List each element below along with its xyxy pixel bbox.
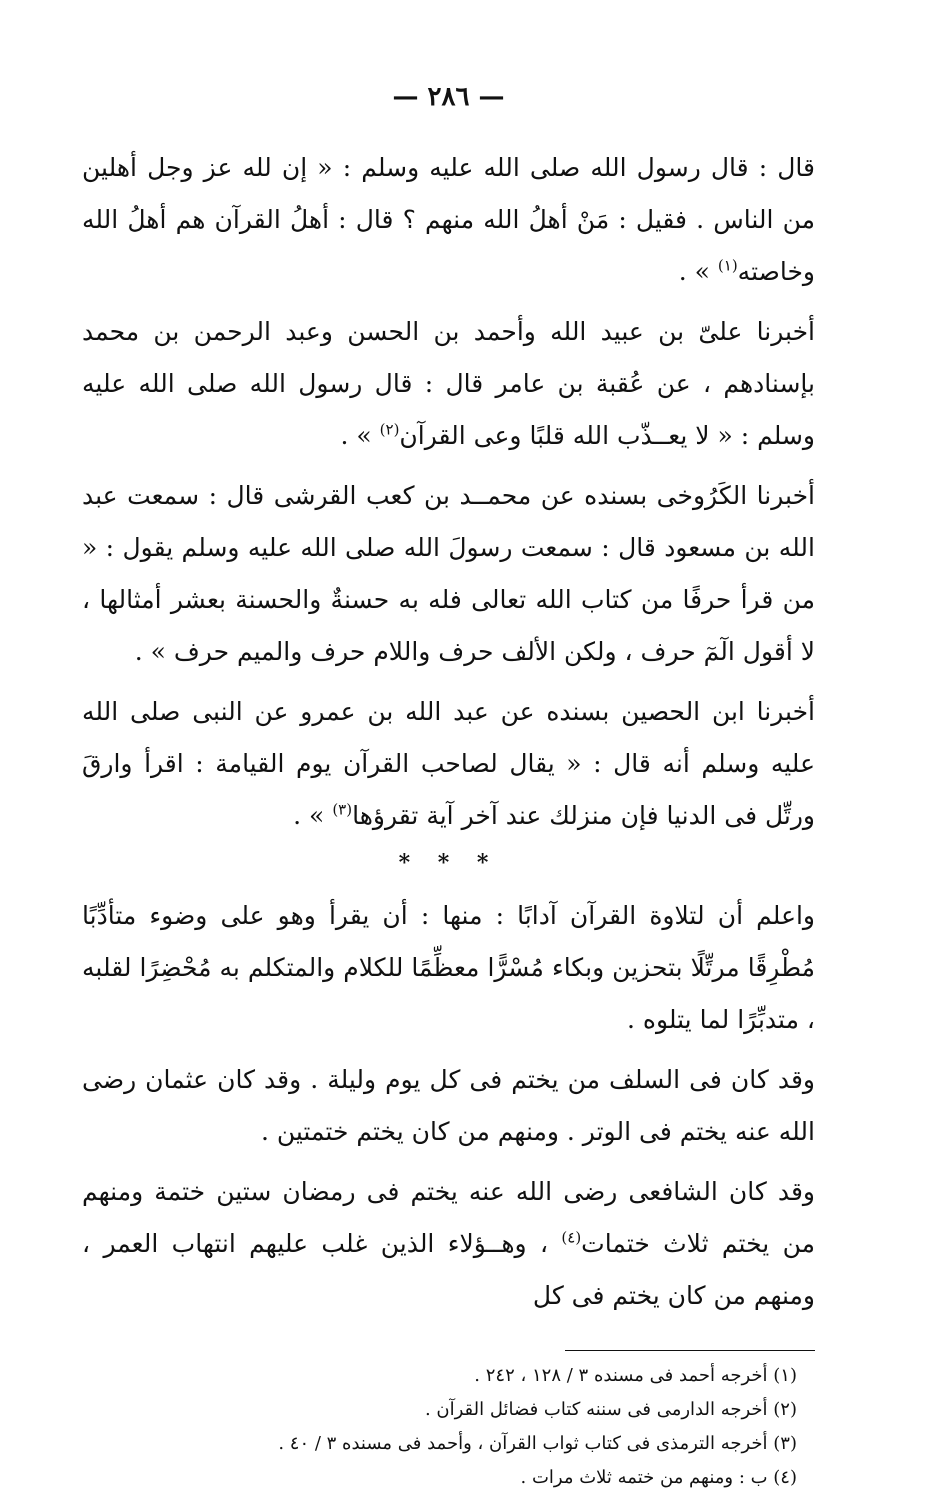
section-separator: * * * bbox=[398, 850, 499, 876]
footnote-ref-3: (٣) bbox=[332, 800, 353, 819]
footnote-ref-4: (٤) bbox=[561, 1228, 582, 1247]
paragraph-6: وقد كان فى السلف من يختم فى كل يوم وليلة . وقد كان عثمان رضى الله عنه يختم فى الوتر . ومنهم من كان يختم ختمتين . bbox=[82, 1065, 815, 1146]
footnote-2: (٢) أخرجه الدارمى فى سننه كتاب فضائل القرآن . bbox=[424, 1399, 797, 1420]
page-number: — ٢٨٦ — bbox=[392, 82, 505, 112]
footnote-ref-1: (١) bbox=[717, 256, 738, 275]
footnote-4: (٤) ب : ومنهم من ختمه ثلاث مرات . bbox=[520, 1467, 797, 1488]
paragraph-1: قال : قال رسول الله صلى الله عليه وسلم : « إن لله عز وجل أهلين من الناس . فقيل : مَنْ أهلُ الله منهم ؟ قال : أهلُ القرآن هم أهلُ الله وخاصته$^{(١)}$ » . bbox=[82, 153, 815, 286]
footnote-divider bbox=[565, 1350, 815, 1351]
footnote-ref-2: (٢) bbox=[379, 420, 400, 439]
paragraph-7: وقد كان الشافعى رضى الله عنه يختم فى رمضان ستين ختمة ومنهم من يختم ثلاث ختمات$^{(٤)}$ ، وهــؤلاء الذين غلب عليهم انتهاب العمر ، ومنهم من كان يختم فى كل bbox=[82, 1177, 815, 1310]
paragraph-4: أخبرنا ابن الحصين بسنده عن عبد الله بن عمرو عن النبى صلى الله عليه وسلم أنه قال : « يقال لصاحب القرآن يوم القيامة : اقرأ وارقَ ورتِّل فى الدنيا فإن منزلك عند آخر آية تقرؤها$^{(٣)}$ » . bbox=[82, 697, 815, 830]
footnote-3: (٣) أخرجه الترمذى فى كتاب ثواب القرآن ، وأحمد فى مسنده ٣ / ٤٠ . bbox=[278, 1433, 797, 1454]
paragraph-3: أخبرنا الكَرُوخى بسنده عن محمــد بن كعب القرشى قال : سمعت عبد الله بن مسعود قال : سمعت رسولَ الله صلى الله عليه وسلم يقول : « من قرأ حرفًا من كتاب الله تعالى فله به حسنةٌ والحسنة بعشر أمثالها ، لا أقول الٓمٓ حرف ، ولكن الألف حرف واللام حرف والميم حرف » . bbox=[82, 481, 815, 666]
paragraph-2: أخبرنا علىّ بن عبيد الله وأحمد بن الحسن وعبد الرحمن بن محمد بإسنادهم ، عن عُقبة بن عامر قال : قال رسول الله صلى الله عليه وسلم : « لا يعــذّب الله قلبًا وعى القرآن$^{(٢)}$ » . bbox=[82, 317, 815, 450]
body-text bbox=[82, 142, 815, 1495]
footnotes-list bbox=[82, 1359, 815, 1495]
paragraph-5: واعلم أن لتلاوة القرآن آدابًا : منها : أن يقرأ وهو على وضوء متأدِّبًا مُطْرِقًا مرتِّلًا بتحزين وبكاء مُسْرًّا معظِّمًا للكلام والمتكلم به مُحْضِرًا لقلبه ، متدبِّرًا لما يتلوه . bbox=[82, 901, 815, 1034]
footnote-1: (١) أخرجه أحمد فى مسنده ٣ / ١٢٨ ، ٢٤٢ . bbox=[474, 1365, 797, 1386]
